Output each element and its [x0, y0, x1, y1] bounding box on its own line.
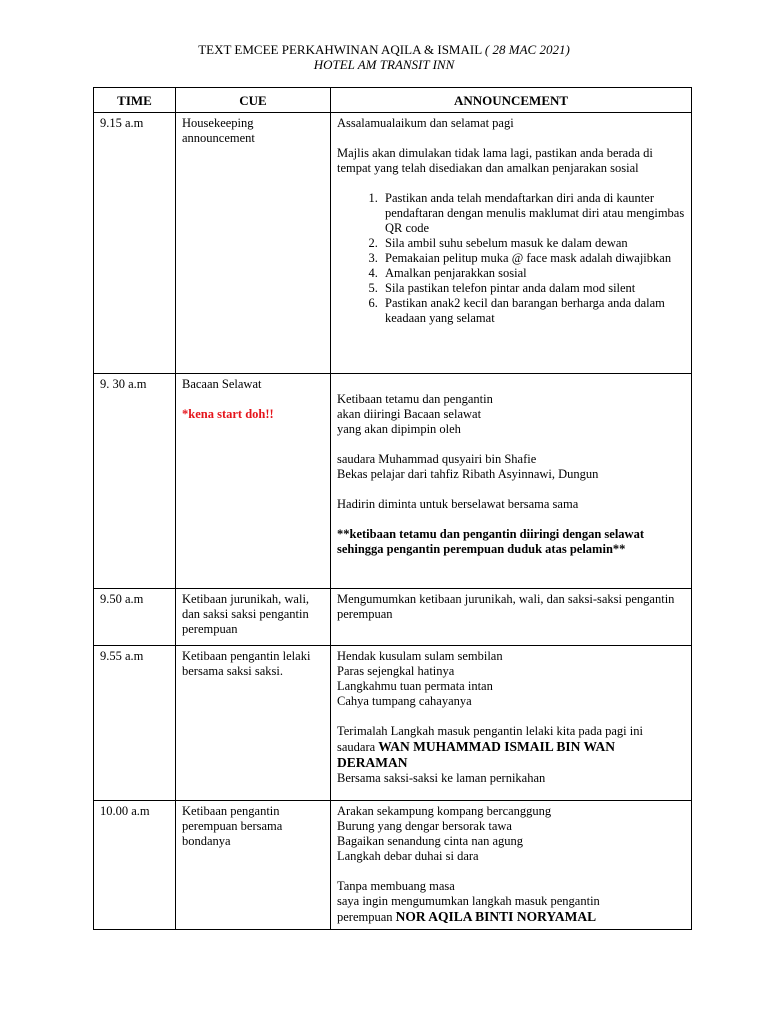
emcee-table [93, 87, 692, 930]
page-title [0, 42, 768, 72]
announcement-cell [331, 646, 692, 801]
rules-list [337, 191, 685, 326]
announcement-cell [331, 113, 692, 374]
pantun-line: Paras sejengkal hatinya [337, 664, 455, 678]
cue-cell: Ketibaan pengantin perempuan bersama bondanya [176, 801, 331, 930]
list-item: 5. Sila pastikan telefon pintar anda dalam mod silent [381, 281, 685, 296]
list-item: 4. Amalkan penjarakkan sosial [381, 266, 685, 281]
name-prefix: perempuan [337, 910, 396, 924]
text-line: yang akan dipimpin oleh [337, 422, 461, 436]
header-cue: CUE [176, 88, 331, 113]
pantun-line: Langkah debar duhai si dara [337, 849, 479, 863]
list-item: 1. Pastikan anda telah mendaftarkan diri anda di kaunter pendaftaran dengan menulis maklumat diri atau mengimbas QR code [381, 191, 685, 236]
bride-name: NOR AQILA BINTI NORYAMAL [395, 909, 597, 924]
cue-cell: Ketibaan jurunikah, wali, dan saksi saksi pengantin perempuan [176, 589, 331, 646]
table-row [94, 646, 692, 801]
text-line: Ketibaan tetamu dan pengantin [337, 392, 493, 406]
lead-line: saya ingin mengumumkan langkah masuk pengantin [337, 894, 600, 908]
time-cell: 9.50 a.m [94, 589, 176, 646]
pantun-line: Cahya tumpang cahayanya [337, 694, 472, 708]
text-line: saudara Muhammad qusyairi bin Shafie [337, 452, 537, 466]
table-header-row [94, 88, 692, 113]
title-main: TEXT EMCEE PERKAHWINAN AQILA & ISMAIL [198, 42, 482, 57]
time-cell: 9. 30 a.m [94, 374, 176, 589]
selawat-note: **ketibaan tetamu dan pengantin diiringi dengan selawat sehingga pengantin perempuan duduk atas pelamin** [337, 527, 644, 556]
venue: HOTEL AM TRANSIT INN [313, 57, 455, 72]
bride-line [337, 909, 685, 925]
pantun-line: Bagaikan senandung cinta nan agung [337, 834, 524, 848]
time-cell: 9.55 a.m [94, 646, 176, 801]
closing-line: Bersama saksi-saksi ke laman pernikahan [337, 771, 546, 785]
groom-name: WAN MUHAMMAD ISMAIL BIN WAN DERAMAN [337, 739, 616, 770]
greeting: Assalamualaikum dan selamat pagi [337, 116, 514, 130]
table-row [94, 374, 692, 589]
header-time: TIME [94, 88, 176, 113]
pantun-line: Langkahmu tuan permata intan [337, 679, 493, 693]
title-date: ( 28 MAC 2021) [484, 42, 570, 57]
lead-line: Terimalah Langkah masuk pengantin lelaki kita pada pagi ini [337, 724, 643, 738]
cue-cell: Ketibaan pengantin lelaki bersama saksi saksi. [176, 646, 331, 801]
header-announcement: ANNOUNCEMENT [331, 88, 692, 113]
time-cell: 10.00 a.m [94, 801, 176, 930]
list-item: 2. Sila ambil suhu sebelum masuk ke dalam dewan [381, 236, 685, 251]
groom-line [337, 739, 685, 771]
list-item: 3. Pemakaian pelitup muka @ face mask adalah diwajibkan [381, 251, 685, 266]
pantun-line: Burung yang dengar bersorak tawa [337, 819, 512, 833]
cue-note: *kena start doh!! [182, 407, 274, 421]
list-item: 6. Pastikan anak2 kecil dan barangan berharga anda dalam keadaan yang selamat [381, 296, 685, 326]
name-prefix: saudara [337, 740, 379, 754]
text-line: Hadirin diminta untuk berselawat bersama sama [337, 497, 579, 511]
lead-line: Tanpa membuang masa [337, 879, 455, 893]
text-line: Bekas pelajar dari tahfiz Ribath Asyinnawi, Dungun [337, 467, 599, 481]
table-row [94, 113, 692, 374]
cue-cell [176, 374, 331, 589]
pantun-line: Arakan sekampung kompang bercanggung [337, 804, 552, 818]
title-line [0, 42, 768, 57]
announcement-cell [331, 801, 692, 930]
cue-text: Bacaan Selawat [182, 377, 262, 391]
time-cell: 9.15 a.m [94, 113, 176, 374]
table-row [94, 589, 692, 646]
intro: Majlis akan dimulakan tidak lama lagi, pastikan anda berada di tempat yang telah disediakan dan amalkan penjarakan sosial [337, 146, 653, 175]
cue-cell: Housekeeping announcement [176, 113, 331, 374]
pantun-line: Hendak kusulam sulam sembilan [337, 649, 503, 663]
announcement-cell: Mengumumkan ketibaan jurunikah, wali, dan saksi-saksi pengantin perempuan [331, 589, 692, 646]
text-line: akan diiringi Bacaan selawat [337, 407, 482, 421]
announcement-cell [331, 374, 692, 589]
table-row [94, 801, 692, 930]
